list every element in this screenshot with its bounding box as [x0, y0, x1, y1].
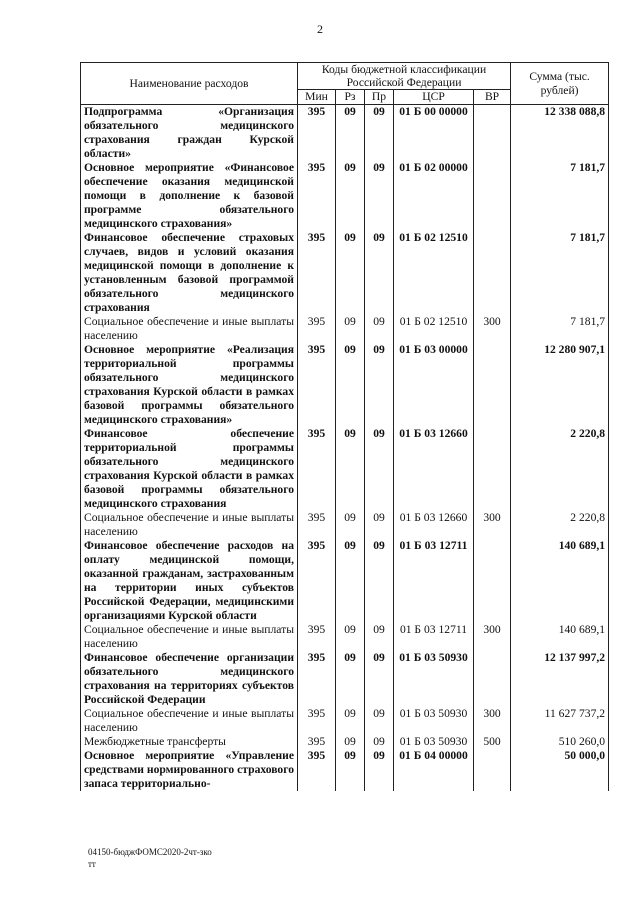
cell-rz: 09	[336, 427, 365, 511]
header-pr: Пр	[365, 90, 394, 105]
cell-sum: 12 280 907,1	[511, 343, 609, 427]
cell-csr: 01 Б 03 50930	[394, 651, 474, 707]
cell-vr	[474, 105, 511, 162]
cell-vr	[474, 161, 511, 231]
cell-csr: 01 Б 00 00000	[394, 105, 474, 162]
cell-rz: 09	[336, 651, 365, 707]
cell-pr: 09	[365, 539, 394, 623]
cell-name: Основное мероприятие «Реализация территориальной программы обязательного медицинского страхования Курской области в рамках базовой программы обязательного медицинского страхования»	[81, 343, 298, 427]
page-number: 2	[317, 22, 323, 36]
cell-min: 395	[298, 623, 336, 651]
budget-table	[80, 62, 609, 791]
cell-pr: 09	[365, 749, 394, 791]
cell-csr: 01 Б 02 12510	[394, 231, 474, 315]
table-body	[81, 105, 609, 792]
cell-min: 395	[298, 315, 336, 343]
table-row	[81, 343, 609, 427]
cell-vr	[474, 231, 511, 315]
cell-name: Финансовое обеспечение территориальной программы обязательного медицинского страхования Курской области в рамках базовой программы обязательного медицинского страхования	[81, 427, 298, 511]
cell-name: Основное мероприятие «Финансовое обеспечение оказания медицинской помощи в дополнение к базовой программе обязательного медицинского страхования»	[81, 161, 298, 231]
cell-pr: 09	[365, 735, 394, 749]
cell-pr: 09	[365, 427, 394, 511]
cell-csr: 01 Б 03 12711	[394, 623, 474, 651]
header-vr: ВР	[474, 90, 511, 105]
footer-initials: тт	[88, 859, 96, 869]
cell-csr: 01 Б 03 12711	[394, 539, 474, 623]
cell-sum: 50 000,0	[511, 749, 609, 791]
cell-rz: 09	[336, 315, 365, 343]
cell-pr: 09	[365, 343, 394, 427]
cell-sum: 140 689,1	[511, 539, 609, 623]
cell-min: 395	[298, 749, 336, 791]
cell-name: Межбюджетные трансферты	[81, 735, 298, 749]
cell-pr: 09	[365, 511, 394, 539]
cell-csr: 01 Б 02 12510	[394, 315, 474, 343]
cell-min: 395	[298, 161, 336, 231]
cell-sum: 12 338 088,8	[511, 105, 609, 162]
cell-pr: 09	[365, 161, 394, 231]
cell-rz: 09	[336, 511, 365, 539]
cell-rz: 09	[336, 161, 365, 231]
cell-csr: 01 Б 03 50930	[394, 707, 474, 735]
table-row	[81, 707, 609, 735]
cell-name: Социальное обеспечение и иные выплаты населению	[81, 623, 298, 651]
table-row	[81, 511, 609, 539]
header-sum: Сумма (тыс. рублей)	[511, 63, 609, 105]
table-row	[81, 105, 609, 162]
cell-min: 395	[298, 651, 336, 707]
cell-vr: 300	[474, 315, 511, 343]
cell-vr: 300	[474, 511, 511, 539]
cell-min: 395	[298, 343, 336, 427]
table-row	[81, 539, 609, 623]
cell-name: Финансовое обеспечение организации обязательного медицинского страхования на территориях субъектов Российской Федерации	[81, 651, 298, 707]
cell-min: 395	[298, 511, 336, 539]
cell-vr	[474, 427, 511, 511]
cell-csr: 01 Б 03 12660	[394, 511, 474, 539]
cell-csr: 01 Б 03 12660	[394, 427, 474, 511]
table-row	[81, 749, 609, 791]
cell-vr: 500	[474, 735, 511, 749]
table-row	[81, 735, 609, 749]
cell-min: 395	[298, 105, 336, 162]
cell-sum: 2 220,8	[511, 427, 609, 511]
cell-vr: 300	[474, 623, 511, 651]
cell-sum: 2 220,8	[511, 511, 609, 539]
table-row	[81, 651, 609, 707]
cell-sum: 510 260,0	[511, 735, 609, 749]
cell-pr: 09	[365, 231, 394, 315]
cell-vr	[474, 651, 511, 707]
cell-pr: 09	[365, 105, 394, 162]
cell-rz: 09	[336, 749, 365, 791]
cell-min: 395	[298, 427, 336, 511]
cell-rz: 09	[336, 735, 365, 749]
cell-name: Социальное обеспечение и иные выплаты населению	[81, 707, 298, 735]
cell-csr: 01 Б 03 50930	[394, 735, 474, 749]
cell-name: Социальное обеспечение и иные выплаты населению	[81, 511, 298, 539]
cell-name: Основное мероприятие «Управление средствами нормированного страхового запаса территориально-	[81, 749, 298, 791]
cell-name: Социальное обеспечение и иные выплаты населению	[81, 315, 298, 343]
cell-sum: 11 627 737,2	[511, 707, 609, 735]
header-min: Мин	[298, 90, 336, 105]
cell-vr	[474, 343, 511, 427]
cell-vr	[474, 749, 511, 791]
header-codes: Коды бюджетной классификации Российской Федерации	[298, 63, 511, 90]
cell-rz: 09	[336, 343, 365, 427]
cell-vr	[474, 539, 511, 623]
cell-min: 395	[298, 735, 336, 749]
cell-rz: 09	[336, 707, 365, 735]
cell-sum: 7 181,7	[511, 231, 609, 315]
footer	[88, 846, 212, 870]
cell-vr: 300	[474, 707, 511, 735]
cell-csr: 01 Б 04 00000	[394, 749, 474, 791]
cell-min: 395	[298, 707, 336, 735]
cell-sum: 140 689,1	[511, 623, 609, 651]
cell-rz: 09	[336, 105, 365, 162]
cell-csr: 01 Б 02 00000	[394, 161, 474, 231]
table-row	[81, 161, 609, 231]
cell-rz: 09	[336, 623, 365, 651]
cell-sum: 12 137 997,2	[511, 651, 609, 707]
cell-sum: 7 181,7	[511, 161, 609, 231]
cell-name: Подпрограмма «Организация обязательного медицинского страхования граждан Курской области»	[81, 105, 298, 162]
cell-pr: 09	[365, 651, 394, 707]
cell-sum: 7 181,7	[511, 315, 609, 343]
cell-rz: 09	[336, 231, 365, 315]
header-csr: ЦСР	[394, 90, 474, 105]
cell-pr: 09	[365, 315, 394, 343]
header-name: Наименование расходов	[81, 63, 298, 105]
header-rz: Рз	[336, 90, 365, 105]
cell-csr: 01 Б 03 00000	[394, 343, 474, 427]
cell-pr: 09	[365, 623, 394, 651]
cell-name: Финансовое обеспечение расходов на оплату медицинской помощи, оказанной гражданам, застрахованным на территории иных субъектов Российской Федерации, медицинскими организациями Курской области	[81, 539, 298, 623]
cell-min: 395	[298, 231, 336, 315]
cell-rz: 09	[336, 539, 365, 623]
table-row	[81, 623, 609, 651]
table-row	[81, 231, 609, 315]
cell-min: 395	[298, 539, 336, 623]
cell-pr: 09	[365, 707, 394, 735]
footer-doc-code: 04150-бюджФОМС2020-2чт-зко	[88, 847, 212, 857]
cell-name: Финансовое обеспечение страховых случаев, видов и условий оказания медицинской помощи в дополнение к установленным базовой программой обязательного медицинского страхования	[81, 231, 298, 315]
table-row	[81, 427, 609, 511]
table-row	[81, 315, 609, 343]
